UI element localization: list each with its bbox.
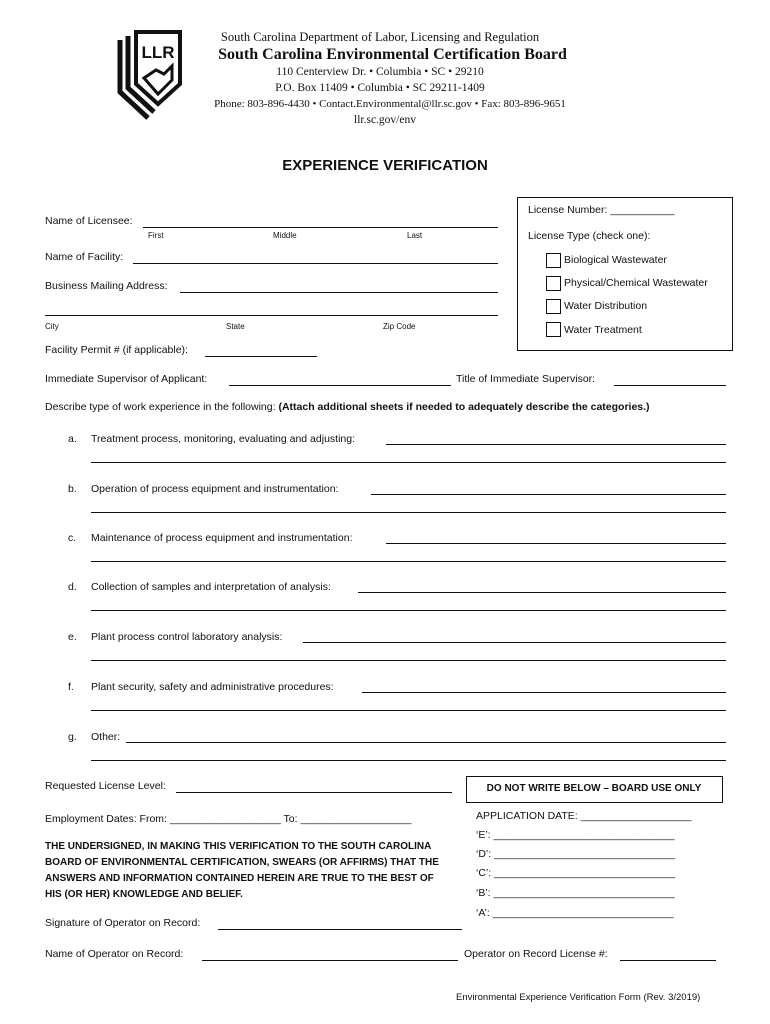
address-line-2: P.O. Box 11409 • Columbia • SC 29211-1409: [275, 82, 485, 94]
grade-d: ‘D’: _______________________________: [476, 848, 676, 860]
describe-intro-note: (Attach additional sheets if needed to adequately describe the categories.): [278, 401, 650, 413]
facility-name-label: Name of Facility:: [45, 251, 124, 263]
oath-line-1: THE UNDERSIGNED, IN MAKING THIS VERIFICATION TO THE SOUTH CAROLINA: [45, 841, 432, 852]
permit-field[interactable]: [205, 356, 317, 357]
license-type-label: License Type (check one):: [528, 230, 651, 242]
item-f-letter: f.: [68, 681, 74, 693]
license-number-label: License Number: ___________: [528, 204, 675, 216]
first-caption: First: [148, 231, 164, 240]
supervisor-field[interactable]: [229, 385, 451, 386]
item-g-label: Other:: [91, 731, 121, 743]
mailing-address-field[interactable]: [180, 292, 498, 293]
permit-label: Facility Permit # (if applicable):: [45, 344, 188, 356]
requested-level-field[interactable]: [176, 792, 452, 793]
employment-dates[interactable]: Employment Dates: From: ___________________ To: ___________________: [45, 813, 412, 825]
item-e-field-2[interactable]: [91, 660, 726, 661]
item-a-field-2[interactable]: [91, 462, 726, 463]
item-c-label: Maintenance of process equipment and instrumentation:: [91, 532, 353, 544]
logo-text: LLR: [141, 43, 175, 62]
board-use-title: DO NOT WRITE BELOW – BOARD USE ONLY: [486, 783, 702, 794]
option-water-treatment: Water Treatment: [564, 324, 642, 336]
requested-level-label: Requested License Level:: [45, 780, 166, 792]
item-e-field[interactable]: [303, 642, 726, 643]
item-g-field[interactable]: [126, 742, 726, 743]
city-caption: City: [45, 322, 59, 331]
mailing-address-line-2[interactable]: [45, 315, 498, 316]
item-d-label: Collection of samples and interpretation of analysis:: [91, 581, 331, 593]
supervisor-label: Immediate Supervisor of Applicant:: [45, 373, 208, 385]
checkbox-biological-wastewater[interactable]: [546, 253, 561, 268]
last-caption: Last: [407, 231, 423, 240]
operator-license-field[interactable]: [620, 960, 716, 961]
item-b-field-2[interactable]: [91, 512, 726, 513]
grade-e: ‘E’: _______________________________: [476, 829, 675, 841]
oath-line-3: ANSWERS AND INFORMATION CONTAINED HEREIN ARE TRUE TO THE BEST OF: [45, 873, 434, 884]
checkbox-water-treatment[interactable]: [546, 322, 561, 337]
board-name: South Carolina Environmental Certification Board: [218, 46, 567, 63]
supervisor-title-field[interactable]: [614, 385, 726, 386]
item-c-field[interactable]: [386, 543, 726, 544]
item-d-field[interactable]: [358, 592, 726, 593]
item-f-field-2[interactable]: [91, 710, 726, 711]
item-c-letter: c.: [68, 532, 77, 544]
signature-label: Signature of Operator on Record:: [45, 917, 201, 929]
item-f-field[interactable]: [362, 692, 726, 693]
llr-logo: [106, 30, 190, 122]
state-caption: State: [226, 322, 245, 331]
grade-c: ‘C’: _______________________________: [476, 867, 676, 879]
item-a-label: Treatment process, monitoring, evaluating and adjusting:: [91, 433, 356, 445]
signature-field[interactable]: [218, 929, 462, 930]
item-a-field[interactable]: [386, 444, 726, 445]
item-b-field[interactable]: [371, 494, 726, 495]
form-title: EXPERIENCE VERIFICATION: [282, 157, 488, 174]
item-e-letter: e.: [68, 631, 77, 643]
describe-intro-text: Describe type of work experience in the following:: [45, 401, 276, 413]
address-line-1: 110 Centerview Dr. • Columbia • SC • 29210: [276, 66, 484, 78]
item-b-label: Operation of process equipment and instrumentation:: [91, 483, 339, 495]
checkbox-water-distribution[interactable]: [546, 299, 561, 314]
item-d-field-2[interactable]: [91, 610, 726, 611]
checkbox-physical-chemical-wastewater[interactable]: [546, 276, 561, 291]
item-e-label: Plant process control laboratory analysis:: [91, 631, 283, 643]
operator-name-label: Name of Operator on Record:: [45, 948, 184, 960]
supervisor-title-label: Title of Immediate Supervisor:: [456, 373, 596, 385]
option-biological-wastewater: Biological Wastewater: [564, 254, 667, 266]
option-water-distribution: Water Distribution: [564, 300, 648, 312]
item-b-letter: b.: [68, 483, 77, 495]
footer-form-id: Environmental Experience Verification Form (Rev. 3/2019): [456, 992, 701, 1003]
option-physical-chemical-wastewater: Physical/Chemical Wastewater: [564, 277, 708, 289]
licensee-name-label: Name of Licensee:: [45, 215, 133, 227]
licensee-name-field[interactable]: [143, 227, 498, 228]
describe-intro: [45, 401, 650, 413]
operator-license-label: Operator on Record License #:: [464, 948, 608, 960]
item-c-field-2[interactable]: [91, 561, 726, 562]
item-a-letter: a.: [68, 433, 77, 445]
mailing-address-label: Business Mailing Address:: [45, 280, 168, 292]
dept-name: South Carolina Department of Labor, Licensing and Regulation: [220, 30, 540, 44]
oath-line-4: HIS (OR HER) KNOWLEDGE AND BELIEF.: [45, 889, 243, 900]
item-g-letter: g.: [68, 731, 77, 743]
operator-name-field[interactable]: [202, 960, 458, 961]
facility-name-field[interactable]: [133, 263, 498, 264]
item-f-label: Plant security, safety and administrative procedures:: [91, 681, 334, 693]
application-date: APPLICATION DATE: ___________________: [476, 810, 692, 822]
oath-line-2: BOARD OF ENVIRONMENTAL CERTIFICATION, SWEARS (OR AFFIRMS) THAT THE: [45, 857, 439, 868]
item-d-letter: d.: [68, 581, 77, 593]
website: llr.sc.gov/env: [354, 114, 416, 126]
middle-caption: Middle: [273, 231, 297, 240]
grade-a: ‘A’: _______________________________: [476, 907, 674, 919]
grade-b: ‘B’: _______________________________: [476, 887, 675, 899]
contact-line: Phone: 803-896-4430 • Contact.Environmental@llr.sc.gov • Fax: 803-896-9651: [214, 98, 566, 110]
item-g-field-2[interactable]: [91, 760, 726, 761]
zip-caption: Zip Code: [383, 322, 416, 331]
